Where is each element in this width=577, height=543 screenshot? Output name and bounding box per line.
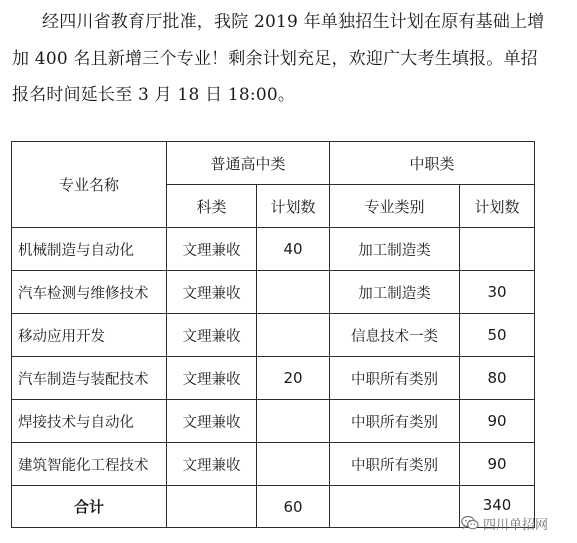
- table-row: [12, 314, 535, 357]
- general-plan-cell: [257, 314, 330, 357]
- category-cell: 中职所有类别: [330, 357, 460, 400]
- total-label-cell: 合计: [12, 486, 167, 528]
- category-cell: 加工制造类: [330, 271, 460, 314]
- table-row: [12, 271, 535, 314]
- major-name-cell: 移动应用开发: [12, 314, 167, 357]
- header-subject-type: 科类: [167, 185, 257, 228]
- header-row-1: [12, 142, 535, 185]
- watermark: [461, 512, 548, 534]
- subject-cell: 文理兼收: [167, 314, 257, 357]
- enrollment-plan-table: [11, 141, 535, 528]
- intro-line-3: 报名时间延长至 3 月 18 日 18:00。: [12, 85, 296, 105]
- general-plan-cell: 40: [257, 228, 330, 271]
- intro-line-1: 经四川省教育厅批准，我院 2019 年单独招生计划在原有基础上增: [42, 12, 545, 32]
- total-row: [12, 486, 535, 528]
- header-plan-count-vocational: 计划数: [460, 185, 535, 228]
- major-name-cell: 建筑智能化工程技术: [12, 443, 167, 486]
- header-major-name: 专业名称: [12, 142, 167, 228]
- general-plan-cell: [257, 271, 330, 314]
- table-row: [12, 357, 535, 400]
- intro-line-2: 加 400 名且新增三个专业！剩余计划充足，欢迎广大考生填报。单招: [12, 48, 538, 69]
- total-general-plan-cell: 60: [257, 486, 330, 528]
- watermark-text: 四川单招网: [483, 517, 549, 533]
- general-plan-cell: [257, 443, 330, 486]
- category-cell: 中职所有类别: [330, 400, 460, 443]
- category-cell: 加工制造类: [330, 228, 460, 271]
- header-plan-count: 计划数: [257, 185, 330, 228]
- vocational-plan-cell: [460, 228, 535, 271]
- category-cell: 中职所有类别: [330, 443, 460, 486]
- intro-text: [12, 4, 572, 114]
- table-row: [12, 400, 535, 443]
- vocational-plan-cell: 90: [460, 400, 535, 443]
- general-plan-cell: [257, 400, 330, 443]
- vocational-plan-cell: 30: [460, 271, 535, 314]
- major-name-cell: 焊接技术与自动化: [12, 400, 167, 443]
- subject-cell: 文理兼收: [167, 228, 257, 271]
- table-row: [12, 228, 535, 271]
- major-name-cell: 汽车检测与维修技术: [12, 271, 167, 314]
- total-category-cell: [330, 486, 460, 528]
- table-row: [12, 443, 535, 486]
- subject-cell: 文理兼收: [167, 357, 257, 400]
- total-vocational-plan-value: 340: [482, 495, 512, 514]
- major-name-cell: 汽车制造与装配技术: [12, 357, 167, 400]
- subject-cell: 文理兼收: [167, 443, 257, 486]
- major-name-cell: 机械制造与自动化: [12, 228, 167, 271]
- subject-cell: 文理兼收: [167, 400, 257, 443]
- general-plan-cell: 20: [257, 357, 330, 400]
- header-group-vocational: 中职类: [330, 142, 535, 185]
- subject-cell: 文理兼收: [167, 271, 257, 314]
- header-group-general: 普通高中类: [167, 142, 330, 185]
- vocational-plan-cell: 50: [460, 314, 535, 357]
- wechat-icon: [461, 515, 479, 531]
- category-cell: 信息技术一类: [330, 314, 460, 357]
- header-major-category: 专业类别: [330, 185, 460, 228]
- vocational-plan-cell: 80: [460, 357, 535, 400]
- vocational-plan-cell: 90: [460, 443, 535, 486]
- total-subject-cell: [167, 486, 257, 528]
